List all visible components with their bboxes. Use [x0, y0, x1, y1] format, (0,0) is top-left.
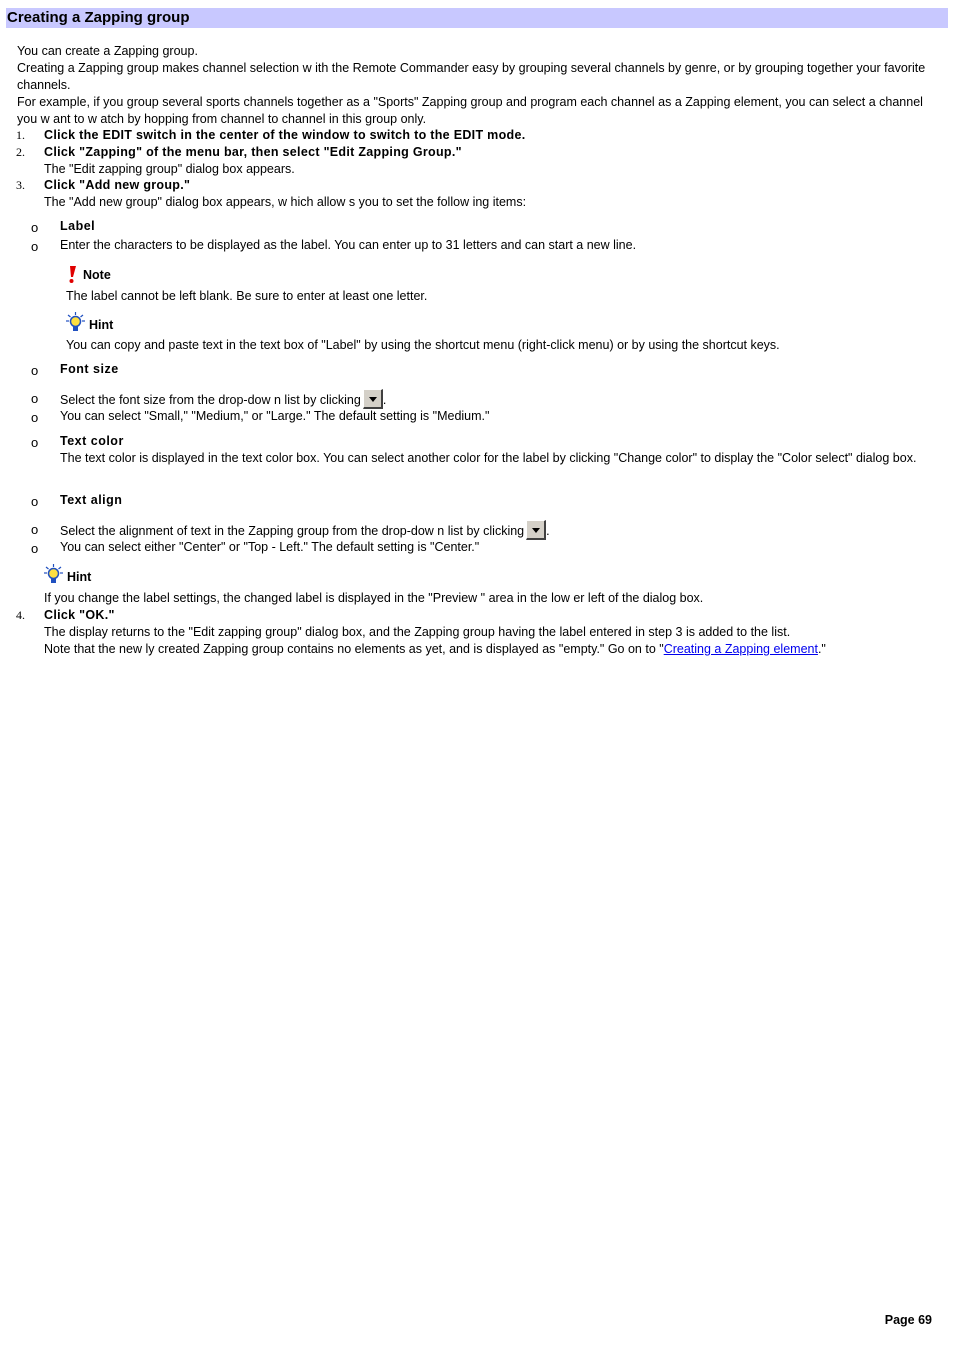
step-3	[44, 177, 934, 211]
dropdown-arrow-icon	[363, 389, 383, 409]
item-font-size-heading: Font size	[60, 362, 119, 376]
bullet-text-color: o	[31, 435, 39, 450]
step-4-number: 4.	[16, 608, 25, 622]
bullet-font-select: o	[31, 391, 39, 406]
step-2	[44, 144, 934, 178]
item-text-align-select: Select the alignment of text in the Zapping group from the drop-dow n list by clicking .	[60, 520, 920, 540]
bullet-text-align: o	[31, 494, 39, 509]
step-1	[44, 127, 934, 144]
step-2-body: The "Edit zapping group" dialog box appears.	[44, 162, 295, 176]
step-3-body: The "Add new group" dialog box appears, w hich allow s you to set the follow ing items:	[44, 195, 527, 209]
bullet-font-size: o	[31, 363, 39, 378]
page-title: Creating a Zapping group	[6, 8, 948, 28]
item-text-align-heading: Text align	[60, 493, 123, 507]
item-text-color	[60, 433, 920, 467]
dropdown-arrow-icon	[526, 520, 546, 540]
hint-1-title: Hint	[89, 318, 114, 332]
intro	[17, 43, 932, 128]
step-2-number: 2.	[16, 145, 25, 159]
intro-line-3: For example, if you group several sports channels together as a "Sports" Zapping group and program each channel as a Zapping element, you can select a channel you w ant to w atch by hopping from channel to channel in this group only.	[17, 95, 923, 126]
step-4-body-2: Note that the new ly created Zapping group contains no elements as yet, and is displayed as "empty." Go on to "Creating a Zapping element."	[44, 642, 826, 656]
item-label-description: Enter the characters to be displayed as the label. You can enter up to 31 letters and can start a new line.	[60, 238, 637, 252]
page-number: Page 69	[884, 1313, 932, 1327]
step-4-heading: Click "OK."	[44, 608, 115, 622]
step-4-body-1: The display returns to the "Edit zapping group" dialog box, and the Zapping group having the label entered in step 3 is added to the list.	[44, 625, 791, 639]
hint-1-text: You can copy and paste text in the text box of "Label" by using the shortcut menu (right-click menu) or by using the shortcut keys.	[66, 338, 780, 352]
note-title: Note	[83, 268, 111, 282]
bullet-align-options: o	[31, 541, 39, 556]
intro-line-1: You can create a Zapping group.	[17, 44, 198, 58]
item-text-color-description: The text color is displayed in the text color box. You can select another color for the label by clicking "Change color" to display the "Color select" dialog box.	[60, 451, 917, 465]
step-1-number: 1.	[16, 128, 25, 142]
note-text: The label cannot be left blank. Be sure to enter at least one letter.	[66, 289, 428, 303]
step-3-number: 3.	[16, 178, 25, 192]
step-4	[44, 607, 934, 658]
step-3-heading: Click "Add new group."	[44, 178, 191, 192]
bullet-label-desc: o	[31, 239, 39, 254]
link-creating-zapping-element[interactable]: Creating a Zapping element	[663, 642, 818, 656]
hint-2-title: Hint	[67, 570, 92, 584]
step-1-heading: Click the EDIT switch in the center of the window to switch to the EDIT mode.	[44, 128, 526, 142]
item-label-heading: Label	[60, 219, 96, 233]
note-exclamation-icon	[66, 265, 78, 284]
hint-2-text: If you change the label settings, the changed label is displayed in the "Preview " area in the low er left of the dialog box.	[44, 591, 704, 605]
item-text-align-options: You can select either "Center" or "Top - Left." The default setting is "Center."	[60, 540, 480, 554]
step-2-heading: Click "Zapping" of the menu bar, then select "Edit Zapping Group."	[44, 145, 462, 159]
bullet-label: o	[31, 220, 39, 235]
bullet-align-select: o	[31, 522, 39, 537]
hint-lightbulb-icon	[44, 564, 63, 584]
item-font-size-select: Select the font size from the drop-dow n list by clicking .	[60, 389, 920, 409]
intro-line-2: Creating a Zapping group makes channel selection w ith the Remote Commander easy by grouping several channels by genre, or by grouping together your favorite channels.	[17, 61, 926, 92]
item-font-size-options: You can select "Small," "Medium," or "Large." The default setting is "Medium."	[60, 409, 490, 423]
bullet-font-options: o	[31, 410, 39, 425]
item-text-color-heading: Text color	[60, 434, 124, 448]
hint-lightbulb-icon	[66, 312, 85, 332]
